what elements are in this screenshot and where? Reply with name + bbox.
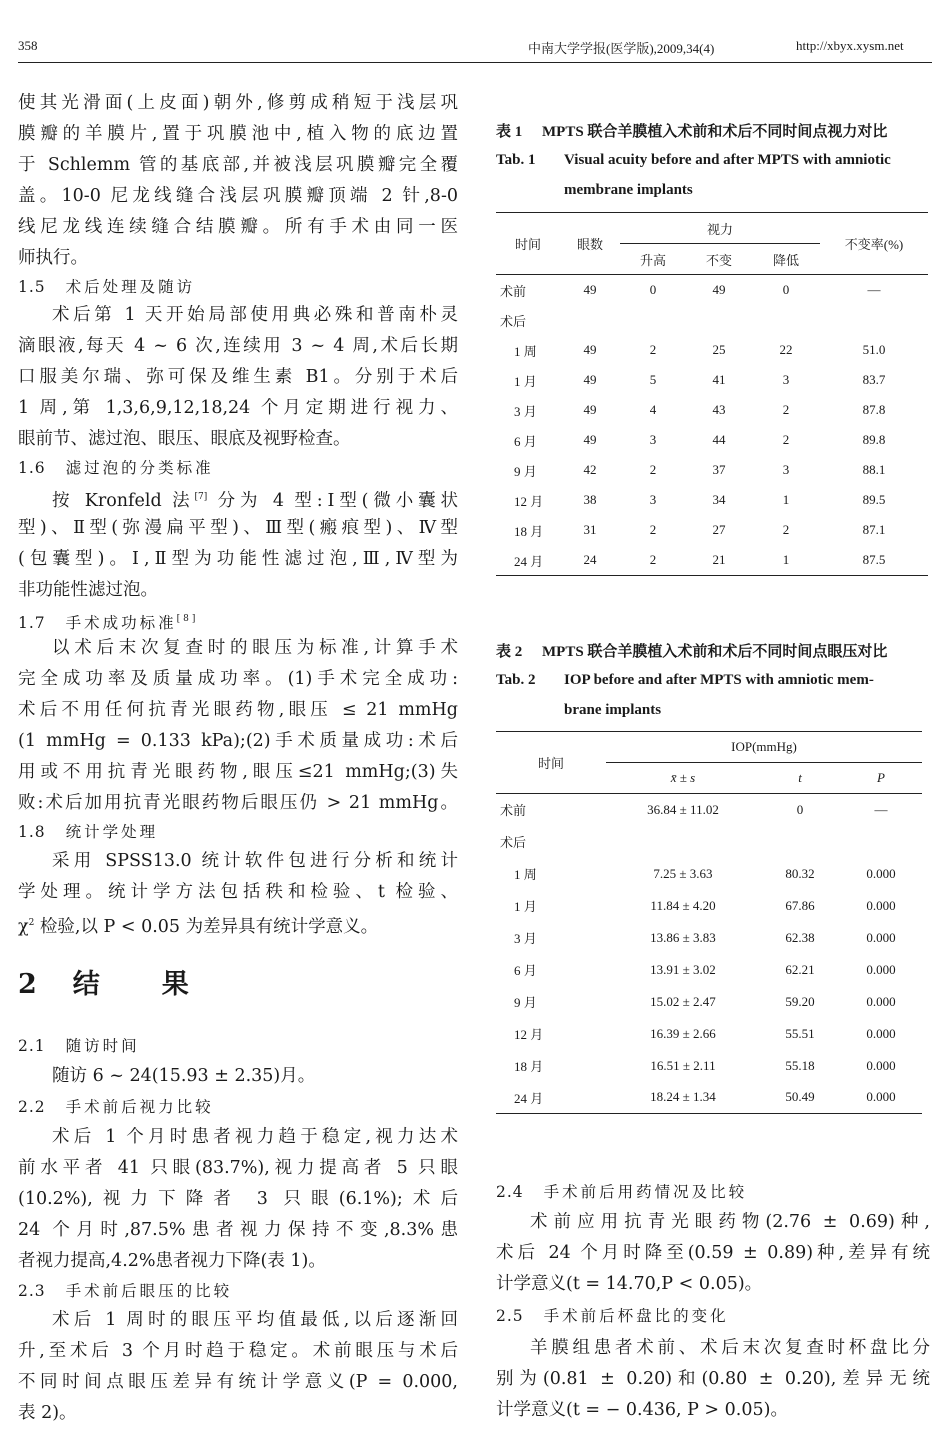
cell-t: 55.51 <box>785 1025 815 1041</box>
cell-rate: 83.7 <box>862 372 886 387</box>
cell-eyes: 24 <box>560 545 620 576</box>
table1-header-up: 升高 <box>620 244 686 275</box>
table-label: 表 1 <box>496 124 523 140</box>
cell-eyes: 49 <box>583 432 597 447</box>
body-line: 前水平者 41 只眼(83.7%),视力提高者 5 只眼 <box>18 1158 458 1178</box>
cell-rate: 87.8 <box>862 402 886 417</box>
cell-rate: 89.8 <box>862 432 886 447</box>
cell-eyes: 42 <box>583 462 597 477</box>
body-line: 学处理。统计学方法包括秩和检验、t 检验、 <box>18 882 458 902</box>
body-line: 口服美尔瑞、弥可保及维生素 B1。分别于术后 <box>18 367 458 387</box>
section-title: 手术前后视力比较 <box>65 1098 214 1116</box>
table-label: Tab. 1 <box>496 152 536 168</box>
table1-header-same: 不变 <box>686 244 752 275</box>
table-group-row <box>496 305 928 335</box>
table-row <box>496 986 922 1018</box>
cell-p: — <box>874 801 888 817</box>
body-line: 24 个月时,87.5%患者视力保持不变,8.3%患 <box>18 1220 458 1240</box>
body-line: 败:术后加用抗青光眼药物后眼压仍 > 21 mmHg。 <box>18 793 458 813</box>
body-line: 术后 1 个月时患者视力趋于稳定,视力达术 <box>52 1127 458 1147</box>
cell-eyes: 49 <box>583 342 597 357</box>
table-row <box>496 395 928 425</box>
caption-text: IOP before and after MPTS with amniotic mem- <box>564 672 874 688</box>
body-line: (10.2%),视力下降者 3 只眼(6.1%);术后 <box>18 1189 458 1209</box>
table-row <box>496 890 922 922</box>
journal-citation: 中南大学学报(医学版),2009,34(4) <box>528 41 715 56</box>
cell-time: 3 月 <box>514 403 537 419</box>
table1-caption-en <box>496 146 891 174</box>
cell-down: 2 <box>782 402 790 417</box>
section-number: 2.5 <box>496 1307 524 1325</box>
section-number: 2.2 <box>18 1098 46 1116</box>
body-line: 盖。10-0 尼龙线缝合浅层巩膜瓣顶端 2 针,8-0 <box>18 186 458 206</box>
table1-header-eyes: 眼数 <box>560 213 620 275</box>
cell-eyes: 38 <box>583 492 597 507</box>
header-rule <box>18 62 932 63</box>
table1-caption-cn <box>496 118 887 146</box>
body-line: 别为(0.81 ± 0.20)和(0.80 ± 0.20),差异无统 <box>496 1369 930 1389</box>
body-line: 1 周,第 1,3,6,9,12,18,24 个月定期进行视力、 <box>18 398 458 418</box>
cell-time: 1 月 <box>514 899 537 914</box>
body-line: 以术后末次复查时的眼压为标准,计算手术 <box>52 638 458 658</box>
text-run: χ <box>18 917 29 937</box>
citation-ref: [8] <box>176 614 199 624</box>
cell-up: 2 <box>649 342 657 357</box>
cell-mean: 11.84 ± 4.20 <box>650 897 716 913</box>
table2-caption-cn <box>496 638 887 666</box>
cell-t: 62.21 <box>785 961 815 977</box>
cell-time: 9 月 <box>514 463 537 479</box>
cell-time: 术前 <box>500 803 527 819</box>
cell-up: 5 <box>649 372 657 387</box>
cell-mean: 15.02 ± 2.47 <box>650 993 716 1009</box>
cell-down: 22 <box>779 342 793 357</box>
cell-eyes: 31 <box>583 522 597 537</box>
body-line: 术后 1 周时的眼压平均值最低,以后逐渐回 <box>52 1310 458 1330</box>
cell-p: 0.000 <box>866 961 896 977</box>
heading-char: 果 <box>161 969 189 1000</box>
body-line: 于 Schlemm 管的基底部,并被浅层巩膜瓣完全覆 <box>18 155 458 175</box>
table2-caption-en <box>496 666 874 694</box>
table1-header-vision: 视力 <box>620 213 820 244</box>
table2-caption-en-cont: brane implants <box>564 702 662 718</box>
table-row <box>496 545 928 576</box>
table2-header-iop: IOP(mmHg) <box>606 732 922 763</box>
section-number: 2.4 <box>496 1183 524 1201</box>
superscript: 2 <box>28 918 35 928</box>
cell-down: 1 <box>782 492 790 507</box>
table-group-row <box>496 826 922 858</box>
table2-header-t: t <box>760 763 840 794</box>
text-run: 按 Kronfeld 法 <box>52 491 195 511</box>
table-row <box>496 1050 922 1082</box>
journal-url: http://xbyx.xysm.net <box>796 38 904 53</box>
table-row <box>496 954 922 986</box>
section-number: 2 <box>18 969 37 1000</box>
cell-group: 术后 <box>500 835 527 850</box>
cell-time: 18 月 <box>514 1059 544 1074</box>
section-title: 术后处理及随访 <box>65 278 196 296</box>
caption-text: MPTS 联合羊膜植入术前和术后不同时间点眼压对比 <box>542 644 888 660</box>
cell-p: 0.000 <box>866 929 896 945</box>
cell-down: 1 <box>752 545 820 576</box>
cell-mean: 13.86 ± 3.83 <box>650 929 716 945</box>
body-line: 滴眼液,每天 4 ~ 6 次,连续用 3 ~ 4 周,术后长期 <box>18 336 458 356</box>
cell-t: 67.86 <box>785 897 815 913</box>
cell-time: 12 月 <box>514 493 544 509</box>
body-line: 术后不用任何抗青光眼药物,眼压 ≤ 21 mmHg <box>18 700 458 720</box>
heading-char: 结 <box>72 969 100 1000</box>
cell-time: 术前 <box>500 283 527 299</box>
cell-same: 27 <box>712 522 726 537</box>
section-title: 随访时间 <box>65 1037 140 1055</box>
section-heading-2-1 <box>18 1031 140 1061</box>
body-line: 不同时间点眼压差异有统计学意义(P = 0.000, <box>18 1372 458 1392</box>
cell-rate: 87.5 <box>820 545 928 576</box>
section-title: 手术前后眼压的比较 <box>65 1282 233 1300</box>
page-number: 358 <box>18 38 38 53</box>
cell-t: 0 <box>796 801 804 817</box>
table1-header-time: 时间 <box>496 213 560 275</box>
cell-p: 0.000 <box>866 1057 896 1073</box>
cell-t: 55.18 <box>785 1057 815 1073</box>
section-heading-2-4 <box>496 1177 747 1207</box>
section-number: 2.1 <box>18 1037 46 1055</box>
table-row <box>496 858 922 890</box>
table-row <box>496 335 928 365</box>
section-heading-1-5 <box>18 272 195 302</box>
section-title: 手术前后杯盘比的变化 <box>543 1307 729 1325</box>
cell-t: 80.32 <box>785 865 815 881</box>
table-label: 表 2 <box>496 644 523 660</box>
table-row <box>496 275 928 306</box>
body-line: 型)、Ⅱ型(弥漫扁平型)、Ⅲ型(瘢痕型)、Ⅳ型 <box>18 518 458 538</box>
cell-t: 62.38 <box>785 929 815 945</box>
cell-rate: 88.1 <box>862 462 886 477</box>
cell-mean: 16.39 ± 2.66 <box>650 1025 716 1041</box>
table-label: Tab. 2 <box>496 672 536 688</box>
body-line: 使其光滑面(上皮面)朝外,修剪成稍短于浅层巩 <box>18 93 458 113</box>
cell-rate: — <box>867 282 881 297</box>
cell-same: 21 <box>686 545 752 576</box>
cell-down: 2 <box>782 522 790 537</box>
table-row <box>496 365 928 395</box>
body-line <box>52 482 458 516</box>
cell-t: 59.20 <box>785 993 815 1009</box>
text-run: 检验,以 P < 0.05 为差异具有统计学意义。 <box>34 917 379 937</box>
table-row <box>496 455 928 485</box>
cell-mean: 7.25 ± 3.63 <box>653 865 713 881</box>
table-row <box>496 1082 922 1114</box>
table1-header-rate: 不变率(%) <box>820 213 928 275</box>
section-heading-2-5 <box>496 1301 729 1331</box>
section-title: 手术成功标准 <box>65 614 177 632</box>
cell-p: 0.000 <box>866 993 896 1009</box>
citation-ref: [7] <box>194 492 208 502</box>
table-row <box>496 515 928 545</box>
table-row <box>496 794 922 826</box>
body-line: (包囊型)。Ⅰ,Ⅱ型为功能性滤过泡,Ⅲ,Ⅳ型为 <box>18 549 458 569</box>
cell-time: 3 月 <box>514 931 537 946</box>
table-row <box>496 425 928 455</box>
table1-caption-en-cont: membrane implants <box>564 182 693 198</box>
caption-text: MPTS 联合羊膜植入术前和术后不同时间点视力对比 <box>542 124 888 140</box>
cell-rate: 51.0 <box>862 342 886 357</box>
body-line: 线尼龙线连续缝合结膜瓣。所有手术由同一医 <box>18 217 458 237</box>
table-row <box>496 922 922 954</box>
body-line: 表 2)。 <box>18 1403 77 1423</box>
cell-eyes: 49 <box>583 282 597 297</box>
cell-eyes: 49 <box>583 402 597 417</box>
section-number: 2.3 <box>18 1282 46 1300</box>
cell-same: 41 <box>712 372 726 387</box>
cell-up: 3 <box>649 492 657 507</box>
cell-rate: 89.5 <box>862 492 886 507</box>
table2-header-mean: x̄ ± s <box>606 763 760 794</box>
cell-same: 43 <box>712 402 726 417</box>
section-number: 1.7 <box>18 614 46 632</box>
cell-same: 49 <box>712 282 726 297</box>
cell-up: 2 <box>649 522 657 537</box>
body-line: 术后 24 个月时降至(0.59 ± 0.89)种,差异有统 <box>496 1243 930 1263</box>
section-title: 滤过泡的分类标准 <box>65 459 214 477</box>
body-line: 师执行。 <box>18 248 88 268</box>
cell-mean: 13.91 ± 3.02 <box>650 961 716 977</box>
cell-group: 术后 <box>500 313 527 329</box>
text-run: 分为 4 型:Ⅰ型(微小囊状 <box>207 491 458 511</box>
section-title: 手术前后用药情况及比较 <box>543 1183 748 1201</box>
cell-time: 1 周 <box>514 867 537 882</box>
cell-down: 0 <box>782 282 790 297</box>
section-heading-1-8 <box>18 817 158 847</box>
cell-p: 0.000 <box>840 1082 922 1114</box>
cell-t: 50.49 <box>760 1082 840 1114</box>
body-line: (1 mmHg = 0.133 kPa);(2)手术质量成功:术后 <box>18 731 458 751</box>
body-line: 术前应用抗青光眼药物(2.76 ± 0.69)种, <box>530 1212 930 1232</box>
body-line: 计学意义(t = 14.70,P < 0.05)。 <box>496 1274 763 1294</box>
body-line: 术后第 1 天开始局部使用典必殊和普南朴灵 <box>52 305 458 325</box>
cell-up: 2 <box>620 545 686 576</box>
cell-up: 2 <box>649 462 657 477</box>
cell-eyes: 49 <box>583 372 597 387</box>
table2-header-p: P <box>840 763 922 794</box>
body-line: 计学意义(t = − 0.436, P > 0.05)。 <box>496 1400 788 1420</box>
cell-time: 24 月 <box>496 1082 606 1114</box>
table1 <box>496 212 928 576</box>
section-heading-2 <box>18 967 189 1003</box>
cell-time: 18 月 <box>514 523 544 539</box>
body-line <box>18 908 378 942</box>
table-row <box>496 1018 922 1050</box>
cell-rate: 87.1 <box>862 522 886 537</box>
section-number: 1.5 <box>18 278 46 296</box>
section-number: 1.6 <box>18 459 46 477</box>
table2 <box>496 731 922 1114</box>
table-row <box>496 485 928 515</box>
cell-time: 1 周 <box>514 343 537 359</box>
body-line: 升,至术后 3 个月时趋于稳定。术前眼压与术后 <box>18 1341 458 1361</box>
cell-up: 0 <box>649 282 657 297</box>
body-line: 用或不用抗青光眼药物,眼压≤21 mmHg;(3)失 <box>18 762 458 782</box>
cell-up: 3 <box>649 432 657 447</box>
section-heading-2-2 <box>18 1092 214 1122</box>
cell-mean: 18.24 ± 1.34 <box>606 1082 760 1114</box>
section-heading-2-3 <box>18 1276 232 1306</box>
body-line: 非功能性滤过泡。 <box>18 580 158 600</box>
cell-down: 2 <box>782 432 790 447</box>
cell-same: 44 <box>712 432 726 447</box>
cell-same: 34 <box>712 492 726 507</box>
cell-p: 0.000 <box>866 897 896 913</box>
body-line: 采用 SPSS13.0 统计软件包进行分析和统计 <box>52 851 458 871</box>
cell-time: 24 月 <box>496 545 560 576</box>
body-line: 完全成功率及质量成功率。(1)手术完全成功: <box>18 669 458 689</box>
table1-header-down: 降低 <box>752 244 820 275</box>
cell-time: 6 月 <box>514 433 537 449</box>
cell-up: 4 <box>649 402 657 417</box>
cell-time: 12 月 <box>514 1027 544 1042</box>
cell-same: 37 <box>712 462 726 477</box>
body-line: 膜瓣的羊膜片,置于巩膜池中,植入物的底边置 <box>18 124 458 144</box>
cell-mean: 16.51 ± 2.11 <box>650 1057 716 1073</box>
cell-mean: 36.84 ± 11.02 <box>647 801 719 817</box>
section-heading-1-6 <box>18 453 214 483</box>
section-title: 统计学处理 <box>65 823 159 841</box>
body-line: 羊膜组患者术前、术后末次复查时杯盘比分 <box>530 1338 930 1358</box>
cell-p: 0.000 <box>866 1025 896 1041</box>
section-number: 1.8 <box>18 823 46 841</box>
cell-time: 6 月 <box>514 963 537 978</box>
body-line: 眼前节、滤过泡、眼压、眼底及视野检查。 <box>18 429 351 449</box>
caption-text: Visual acuity before and after MPTS with amniotic <box>564 152 891 168</box>
body-line: 随访 6 ~ 24(15.93 ± 2.35)月。 <box>52 1066 316 1086</box>
cell-down: 3 <box>782 462 790 477</box>
cell-down: 3 <box>782 372 790 387</box>
body-line: 者视力提高,4.2%患者视力下降(表 1)。 <box>18 1251 326 1271</box>
table2-header-time: 时间 <box>496 732 606 794</box>
cell-time: 1 月 <box>514 373 537 389</box>
cell-p: 0.000 <box>866 865 896 881</box>
cell-same: 25 <box>712 342 726 357</box>
cell-time: 9 月 <box>514 995 537 1010</box>
